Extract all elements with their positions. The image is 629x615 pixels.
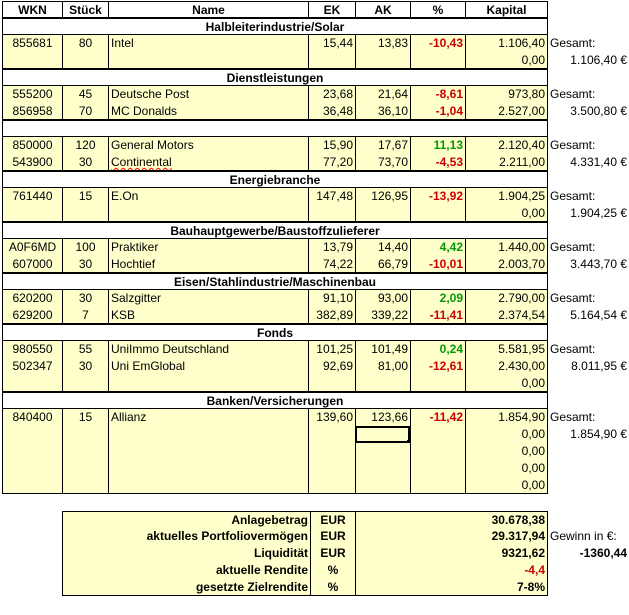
- cell-kapital[interactable]: 1.106,40: [465, 35, 548, 52]
- cell-kapital[interactable]: 1.440,00: [465, 239, 548, 256]
- section-title-row: [0, 18, 629, 35]
- summary-unit: EUR: [310, 545, 355, 562]
- cell-pct[interactable]: 0,24: [410, 341, 465, 358]
- cell-wkn[interactable]: 856958: [2, 103, 62, 120]
- cell-kapital[interactable]: 0,00: [465, 460, 548, 477]
- cell-kapital[interactable]: 2.003,70: [465, 256, 548, 273]
- gesamt-value: 8.011,95 €: [571, 359, 627, 373]
- cell-name[interactable]: UniImmo Deutschland: [108, 341, 308, 358]
- cell-pct[interactable]: -11,41: [410, 307, 465, 324]
- cell-stueck[interactable]: 120: [62, 137, 108, 154]
- summary-value[interactable]: -4,4: [355, 562, 548, 579]
- cell-stueck[interactable]: [62, 205, 108, 222]
- section-title: Dienstleistungen: [2, 69, 548, 86]
- cell-ek[interactable]: [308, 460, 355, 477]
- cell-ak[interactable]: [355, 52, 410, 69]
- cell-ak[interactable]: 126,95: [355, 188, 410, 205]
- cell-stueck[interactable]: [62, 426, 108, 443]
- gesamt-value: 1.106,40 €: [570, 53, 627, 67]
- cell-pct[interactable]: [410, 375, 465, 392]
- table-row: [0, 290, 629, 307]
- gewinn-value: -1360,44: [579, 546, 627, 560]
- cell-kapital[interactable]: 0,00: [465, 426, 548, 443]
- header-pct: %: [410, 1, 465, 18]
- cell-pct[interactable]: -12,61: [410, 358, 465, 375]
- gesamt-value: 1.904,25 €: [570, 206, 627, 220]
- section-title-row: [0, 171, 629, 188]
- table-row: [0, 460, 629, 477]
- cell-ek[interactable]: 77,20: [308, 154, 355, 171]
- cell-kapital[interactable]: 0,00: [465, 477, 548, 494]
- cell-wkn[interactable]: 840400: [2, 409, 62, 426]
- summary-value[interactable]: 7-8%: [355, 579, 548, 596]
- cell-kapital[interactable]: 5.581,95: [465, 341, 548, 358]
- gesamt-label: Gesamt:: [550, 291, 596, 305]
- summary-value[interactable]: 30.678,38: [355, 511, 548, 528]
- cell-ek[interactable]: 147,48: [308, 188, 355, 205]
- cell-name[interactable]: [108, 460, 308, 477]
- header-row: [0, 1, 629, 18]
- summary-value[interactable]: 9321,62: [355, 545, 548, 562]
- table-row: [0, 137, 629, 154]
- cell-name[interactable]: [108, 477, 308, 494]
- summary-row: [0, 562, 629, 579]
- table-row: [0, 205, 629, 222]
- cell-wkn[interactable]: [2, 460, 62, 477]
- cell-kapital[interactable]: 0,00: [465, 205, 548, 222]
- cell-wkn[interactable]: [2, 443, 62, 460]
- cell-pct[interactable]: [410, 52, 465, 69]
- table-row: [0, 341, 629, 358]
- summary-row: [0, 545, 629, 562]
- gesamt-label: Gesamt:: [550, 240, 596, 254]
- cell-stueck[interactable]: 30: [62, 154, 108, 171]
- cell-pct[interactable]: [410, 443, 465, 460]
- header-name: Name: [108, 1, 308, 18]
- cell-wkn[interactable]: [2, 426, 62, 443]
- cell-wkn[interactable]: 543900: [2, 154, 62, 171]
- summary-unit: EUR: [310, 511, 355, 528]
- cell-kapital[interactable]: 973,80: [465, 86, 548, 103]
- gesamt-value: 1.854,90 €: [570, 427, 627, 441]
- gesamt-value: 3.500,80 €: [570, 104, 627, 118]
- cell-ek[interactable]: [308, 52, 355, 69]
- summary-label: aktuelle Rendite: [62, 562, 310, 579]
- cell-name[interactable]: [108, 375, 308, 392]
- summary-row: [0, 528, 629, 545]
- gesamt-label: Gesamt:: [550, 410, 596, 424]
- table-row: [0, 307, 629, 324]
- cell-stueck[interactable]: [62, 375, 108, 392]
- cell-pct[interactable]: [410, 205, 465, 222]
- cell-name[interactable]: Deutsche Post: [108, 86, 308, 103]
- section-title: Halbleiterindustrie/Solar: [2, 18, 548, 35]
- cell-stueck[interactable]: 30: [62, 358, 108, 375]
- cell-ak[interactable]: 81,00: [355, 358, 410, 375]
- table-row: [0, 103, 629, 120]
- cell-stueck[interactable]: [62, 52, 108, 69]
- cell-stueck[interactable]: [62, 460, 108, 477]
- table-row: [0, 477, 629, 494]
- summary-row: [0, 579, 629, 596]
- cell-ek[interactable]: 13,79: [308, 239, 355, 256]
- cell-wkn[interactable]: 855681: [2, 35, 62, 52]
- gewinn-label: Gewinn in €:: [550, 529, 617, 543]
- cell-ek[interactable]: [308, 477, 355, 494]
- gesamt-value: 5.164,54 €: [570, 308, 627, 322]
- table-row: [0, 256, 629, 273]
- header-ek: EK: [308, 1, 355, 18]
- cell-pct[interactable]: -10,01: [410, 256, 465, 273]
- cell-stueck[interactable]: 30: [62, 256, 108, 273]
- cell-kapital[interactable]: 0,00: [465, 375, 548, 392]
- table-row: [0, 426, 629, 443]
- cell-kapital[interactable]: 2.211,00: [465, 154, 548, 171]
- cell-wkn[interactable]: 620200: [2, 290, 62, 307]
- cell-ak[interactable]: [355, 375, 410, 392]
- table-row: [0, 35, 629, 52]
- cell-name[interactable]: [108, 443, 308, 460]
- cell-pct[interactable]: [410, 426, 465, 443]
- cell-ak[interactable]: 21,64: [355, 86, 410, 103]
- cell-name[interactable]: [108, 52, 308, 69]
- cell-name[interactable]: General Motors: [108, 137, 308, 154]
- cell-name[interactable]: [108, 205, 308, 222]
- header-stueck: Stück: [62, 1, 108, 18]
- gesamt-label: Gesamt:: [550, 138, 596, 152]
- section-title: Eisen/Stahlindustrie/Maschinenbau: [2, 273, 548, 290]
- section-title: Fonds: [2, 324, 548, 341]
- summary-unit: %: [310, 579, 355, 596]
- cell-kapital[interactable]: 2.120,40: [465, 137, 548, 154]
- summary-row: [0, 511, 629, 528]
- section-title: Energiebranche: [2, 171, 548, 188]
- cell-pct[interactable]: 4,42: [410, 239, 465, 256]
- summary-unit: EUR: [310, 528, 355, 545]
- cell-ek[interactable]: 92,69: [308, 358, 355, 375]
- cell-ek[interactable]: 139,60: [308, 409, 355, 426]
- cell-ek[interactable]: [308, 443, 355, 460]
- cell-stueck[interactable]: 30: [62, 290, 108, 307]
- cell-ek[interactable]: 101,25: [308, 341, 355, 358]
- section-title-row: [0, 120, 629, 137]
- cell-ek[interactable]: [308, 426, 355, 443]
- cell-kapital[interactable]: 1.904,25: [465, 188, 548, 205]
- cell-ek[interactable]: [308, 375, 355, 392]
- cell-name[interactable]: Hochtief: [108, 256, 308, 273]
- cell-wkn[interactable]: 502347: [2, 358, 62, 375]
- cell-kapital[interactable]: 0,00: [465, 52, 548, 69]
- cell-pct[interactable]: -10,43: [410, 35, 465, 52]
- cell-ak[interactable]: 36,10: [355, 103, 410, 120]
- cell-ek[interactable]: 74,22: [308, 256, 355, 273]
- cell-pct[interactable]: -11,42: [410, 409, 465, 426]
- table-row: [0, 188, 629, 205]
- section-title-row: [0, 324, 629, 341]
- cell-ak[interactable]: [355, 477, 410, 494]
- cell-ak[interactable]: 339,22: [355, 307, 410, 324]
- summary-value[interactable]: 29.317,94: [355, 528, 548, 545]
- cell-wkn[interactable]: 629200: [2, 307, 62, 324]
- cell-stueck[interactable]: 45: [62, 86, 108, 103]
- cell-pct[interactable]: -13,92: [410, 188, 465, 205]
- cell-wkn[interactable]: 607000: [2, 256, 62, 273]
- cell-pct[interactable]: 2,09: [410, 290, 465, 307]
- cell-pct[interactable]: -4,53: [410, 154, 465, 171]
- header-wkn: WKN: [2, 1, 62, 18]
- cell-wkn[interactable]: [2, 477, 62, 494]
- cell-wkn[interactable]: [2, 52, 62, 69]
- cell-ek[interactable]: 382,89: [308, 307, 355, 324]
- cell-stueck[interactable]: 70: [62, 103, 108, 120]
- table-row: [0, 239, 629, 256]
- cell-ak[interactable]: 123,66: [355, 409, 410, 426]
- cell-wkn[interactable]: 761440: [2, 188, 62, 205]
- cell-name[interactable]: Intel: [108, 35, 308, 52]
- table-row: [0, 409, 629, 426]
- cell-name[interactable]: Continental: [108, 154, 308, 171]
- table-row: [0, 86, 629, 103]
- cell-ak[interactable]: 17,67: [355, 137, 410, 154]
- cell-pct[interactable]: -8,61: [410, 86, 465, 103]
- cell-kapital[interactable]: 2.374,54: [465, 307, 548, 324]
- cell-ak[interactable]: 93,00: [355, 290, 410, 307]
- cell-wkn[interactable]: A0F6MD: [2, 239, 62, 256]
- table-row: [0, 443, 629, 460]
- cell-stueck[interactable]: [62, 477, 108, 494]
- cell-stueck[interactable]: 55: [62, 341, 108, 358]
- header-ak: AK: [355, 1, 410, 18]
- gesamt-label: Gesamt:: [550, 36, 596, 50]
- section-title: Banken/Versicherungen: [2, 392, 548, 409]
- cell-name[interactable]: [108, 426, 308, 443]
- cell-stueck[interactable]: 80: [62, 35, 108, 52]
- table-row: [0, 154, 629, 171]
- gesamt-label: Gesamt:: [550, 342, 596, 356]
- gesamt-value: 3.443,70 €: [570, 257, 627, 271]
- cell-kapital[interactable]: 0,00: [465, 443, 548, 460]
- cell-ak[interactable]: 101,49: [355, 341, 410, 358]
- cell-stueck[interactable]: 15: [62, 188, 108, 205]
- cell-wkn[interactable]: [2, 375, 62, 392]
- cell-ak[interactable]: [355, 460, 410, 477]
- cell-ak[interactable]: [355, 443, 410, 460]
- table-row: [0, 375, 629, 392]
- active-cell[interactable]: [355, 426, 410, 443]
- cell-name[interactable]: Uni EmGlobal: [108, 358, 308, 375]
- section-title: [2, 120, 548, 137]
- cell-ak[interactable]: 13,83: [355, 35, 410, 52]
- cell-ak[interactable]: 14,40: [355, 239, 410, 256]
- header-kapital: Kapital: [465, 1, 548, 18]
- section-title-row: [0, 392, 629, 409]
- gesamt-label: Gesamt:: [550, 189, 596, 203]
- gesamt-value: 4.331,40 €: [570, 155, 627, 169]
- cell-kapital[interactable]: 1.854,90: [465, 409, 548, 426]
- cell-pct[interactable]: [410, 477, 465, 494]
- cell-stueck[interactable]: [62, 443, 108, 460]
- cell-stueck[interactable]: 15: [62, 409, 108, 426]
- cell-stueck[interactable]: 7: [62, 307, 108, 324]
- cell-ak[interactable]: [355, 205, 410, 222]
- cell-name[interactable]: KSB: [108, 307, 308, 324]
- cell-ak[interactable]: 73,70: [355, 154, 410, 171]
- summary-unit: %: [310, 562, 355, 579]
- gesamt-label: Gesamt:: [550, 87, 596, 101]
- cell-ak[interactable]: 66,79: [355, 256, 410, 273]
- cell-pct[interactable]: 11,13: [410, 137, 465, 154]
- cell-name[interactable]: E.On: [108, 188, 308, 205]
- cell-pct[interactable]: [410, 460, 465, 477]
- cell-wkn[interactable]: 980550: [2, 341, 62, 358]
- section-title-row: [0, 273, 629, 290]
- cell-ek[interactable]: 15,44: [308, 35, 355, 52]
- section-title-row: [0, 69, 629, 86]
- table-row: [0, 52, 629, 69]
- cell-wkn[interactable]: 555200: [2, 86, 62, 103]
- cell-ek[interactable]: 23,68: [308, 86, 355, 103]
- cell-kapital[interactable]: 2.430,00: [465, 358, 548, 375]
- cell-ek[interactable]: 36,48: [308, 103, 355, 120]
- section-title: Bauhauptgewerbe/Baustoffzulieferer: [2, 222, 548, 239]
- cell-name[interactable]: Praktiker: [108, 239, 308, 256]
- summary-label: Liquidität: [62, 545, 310, 562]
- section-title-row: [0, 222, 629, 239]
- cell-ek[interactable]: 91,10: [308, 290, 355, 307]
- cell-name[interactable]: MC Donalds: [108, 103, 308, 120]
- cell-name[interactable]: Salzgitter: [108, 290, 308, 307]
- summary-label: Anlagebetrag: [62, 511, 310, 528]
- table-row: [0, 358, 629, 375]
- cell-stueck[interactable]: 100: [62, 239, 108, 256]
- summary-label: gesetzte Zielrendite: [62, 579, 310, 596]
- cell-wkn[interactable]: 850000: [2, 137, 62, 154]
- cell-ek[interactable]: 15,90: [308, 137, 355, 154]
- cell-name[interactable]: Allianz: [108, 409, 308, 426]
- cell-kapital[interactable]: 2.527,00: [465, 103, 548, 120]
- cell-wkn[interactable]: [2, 205, 62, 222]
- cell-kapital[interactable]: 2.790,00: [465, 290, 548, 307]
- summary-label: aktuelles Portfoliovermögen: [62, 528, 310, 545]
- cell-ek[interactable]: [308, 205, 355, 222]
- cell-pct[interactable]: -1,04: [410, 103, 465, 120]
